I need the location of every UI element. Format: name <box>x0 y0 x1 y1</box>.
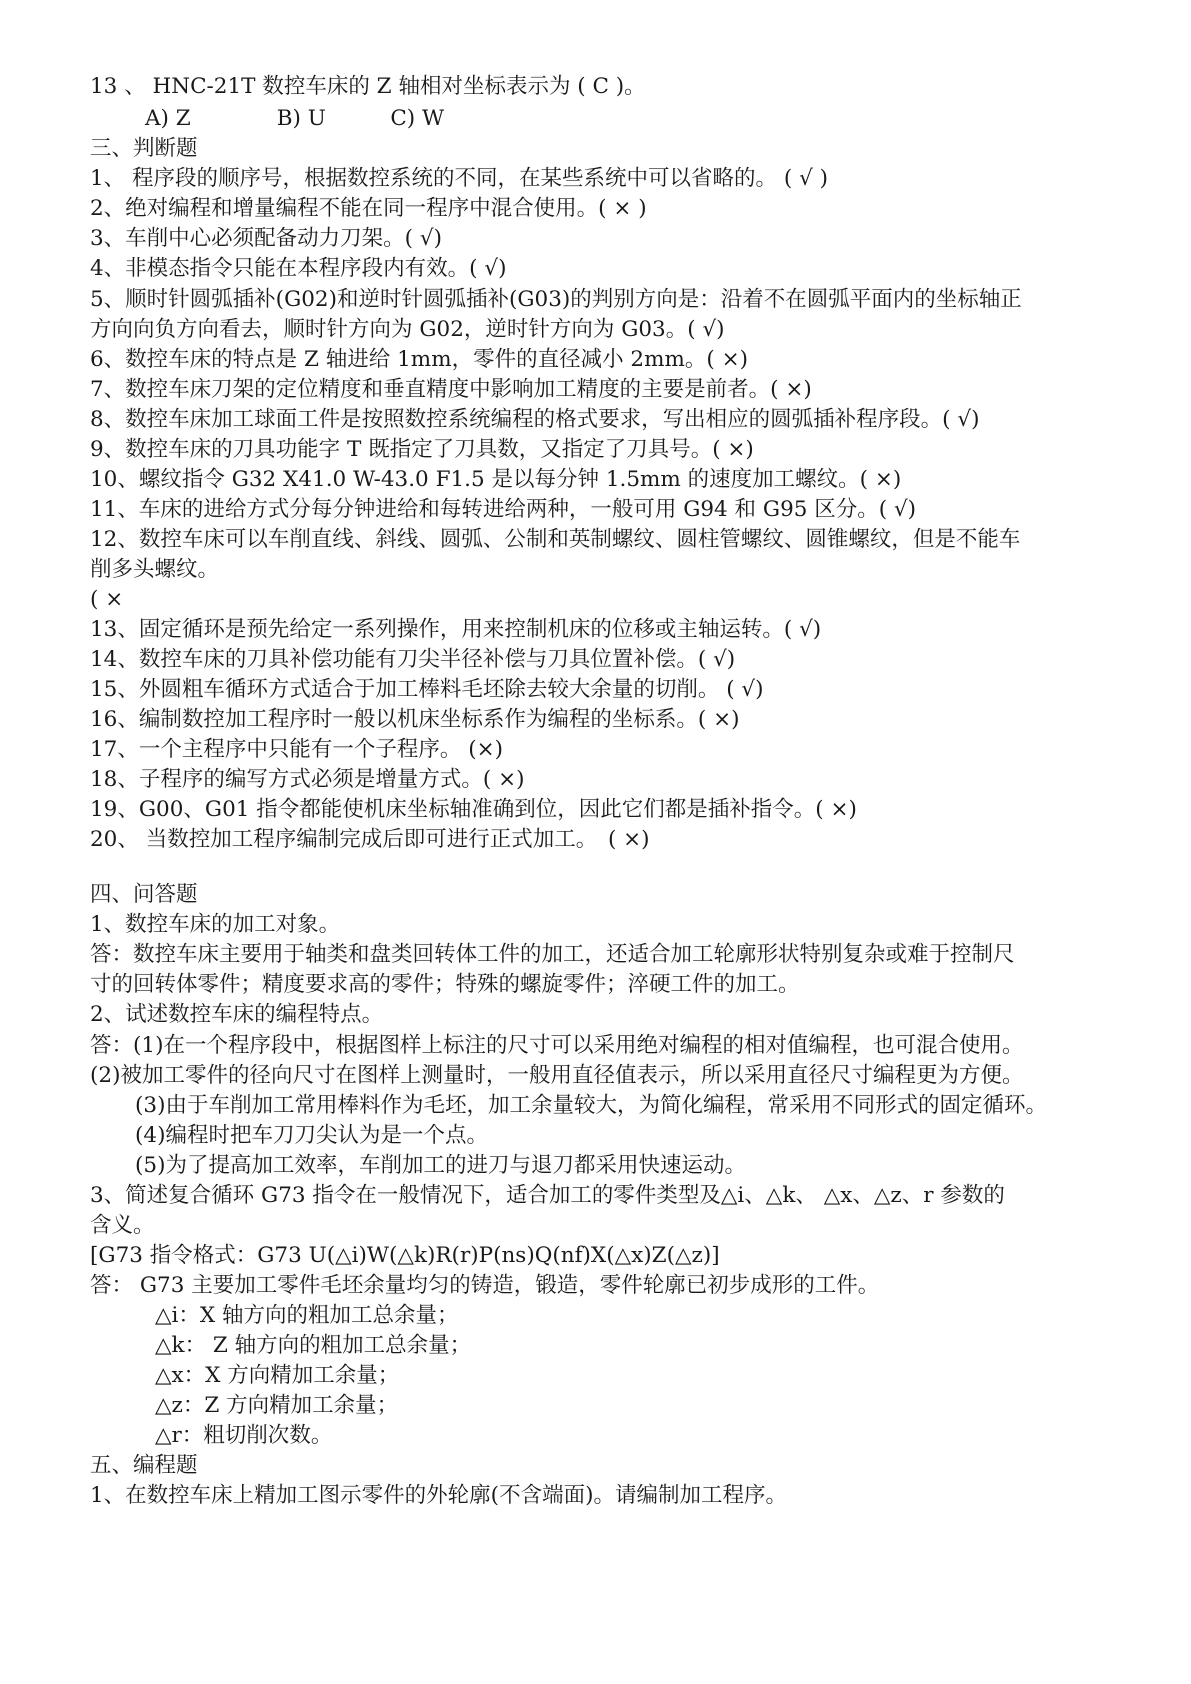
text-line: 20、 当数控加工程序编制完成后即可进行正式加工。 ( ×) <box>90 827 650 852</box>
section-heading: 三、判断题 <box>90 136 198 161</box>
text-line: 5、顺时针圆弧插补(G02)和逆时针圆弧插补(G03)的判别方向是：沿着不在圆弧平面内的坐标轴正 <box>90 287 1022 312</box>
text-line: 13、固定循环是预先给定一系列操作，用来控制机床的位移或主轴运转。( √) <box>90 617 822 642</box>
text-line: 含义。 <box>90 1213 155 1238</box>
text-line: 答： G73 主要加工零件毛坯余量均匀的铸造，锻造，零件轮廓已初步成形的工件。 <box>90 1273 880 1298</box>
text-line: 寸的回转体零件；精度要求高的零件；特殊的螺旋零件；淬硬工件的加工。 <box>90 972 800 997</box>
text-line: 18、子程序的编写方式必须是增量方式。( ×) <box>90 767 525 792</box>
text-line: △x：X 方向精加工余量； <box>155 1363 400 1388</box>
question-options: A) Z B) U C) W <box>145 106 445 131</box>
text-line: 1、 程序段的顺序号，根据数控系统的不同，在某些系统中可以省略的。 ( √ ) <box>90 166 828 191</box>
text-line: (3)由于车削加工常用棒料作为毛坯，加工余量较大，为简化编程，常采用不同形式的固定循环。 <box>135 1093 1047 1118</box>
question-line: 13 、 HNC-21T 数控车床的 Z 轴相对坐标表示为 ( C )。 <box>90 74 646 99</box>
text-line: (4)编程时把车刀刀尖认为是一个点。 <box>135 1123 488 1148</box>
text-line: 7、数控车床刀架的定位精度和垂直精度中影响加工精度的主要是前者。( ×) <box>90 377 812 402</box>
text-line: 4、非模态指令只能在本程序段内有效。( √) <box>90 256 507 281</box>
text-line: △i：X 轴方向的粗加工总余量； <box>155 1303 459 1328</box>
text-line: 14、数控车床的刀具补偿功能有刀尖半径补偿与刀具位置补偿。( √) <box>90 647 736 672</box>
text-line: △r：粗切削次数。 <box>155 1423 333 1448</box>
section-heading: 五、编程题 <box>90 1453 198 1478</box>
text-line: △z：Z 方向精加工余量； <box>155 1393 399 1418</box>
text-line: 3、简述复合循环 G73 指令在一般情况下，适合加工的零件类型及△i、△k、 △x、△z、r 参数的 <box>90 1183 1005 1208</box>
text-line: ( × <box>90 587 124 612</box>
text-line: 8、数控车床加工球面工件是按照数控系统编程的格式要求，写出相应的圆弧插补程序段。( √) <box>90 407 980 432</box>
text-line: 方向向负方向看去，顺时针方向为 G02，逆时针方向为 G03。( √) <box>90 317 725 342</box>
text-line: 9、数控车床的刀具功能字 T 既指定了刀具数，又指定了刀具号。( ×) <box>90 437 754 462</box>
text-line: 16、编制数控加工程序时一般以机床坐标系作为编程的坐标系。( ×) <box>90 707 740 732</box>
text-line: 2、绝对编程和增量编程不能在同一程序中混合使用。( × ) <box>90 196 647 221</box>
text-line: 削多头螺纹。 <box>90 557 220 582</box>
text-line: 10、螺纹指令 G32 X41.0 W-43.0 F1.5 是以每分钟 1.5mm 的速度加工螺纹。( ×) <box>90 467 902 492</box>
text-line: 3、车削中心必须配备动力刀架。( √) <box>90 226 442 251</box>
text-line: 2、试述数控车床的编程特点。 <box>90 1002 384 1027</box>
text-line: (2)被加工零件的径向尺寸在图样上测量时，一般用直径值表示，所以采用直径尺寸编程更为方便。 <box>90 1063 1024 1088</box>
text-line: 11、车床的进给方式分每分钟进给和每转进给两种，一般可用 G94 和 G95 区分。( √) <box>90 497 917 522</box>
text-line: 15、外圆粗车循环方式适合于加工棒料毛坯除去较大余量的切削。 ( √) <box>90 677 764 702</box>
text-line: 17、一个主程序中只能有一个子程序。 (×) <box>90 737 503 762</box>
text-line: 1、数控车床的加工对象。 <box>90 912 341 937</box>
text-line: △k： Z 轴方向的粗加工总余量； <box>155 1333 472 1358</box>
text-line: 答：(1)在一个程序段中，根据图样上标注的尺寸可以采用绝对编程的相对值编程，也可混合使用。 <box>90 1033 1024 1058</box>
text-line: (5)为了提高加工效率，车削加工的进刀与退刀都采用快速运动。 <box>135 1153 746 1178</box>
section-heading: 四、问答题 <box>90 882 198 907</box>
text-line: 19、G00、G01 指令都能使机床坐标轴准确到位，因此它们都是插补指令。( ×) <box>90 797 857 822</box>
text-line: 12、数控车床可以车削直线、斜线、圆弧、公制和英制螺纹、圆柱管螺纹、圆锥螺纹，但是不能车 <box>90 527 1021 552</box>
text-line: 1、在数控车床上精加工图示零件的外轮廓(不含端面)。请编制加工程序。 <box>90 1483 787 1508</box>
text-line: [G73 指令格式：G73 U(△i)W(△k)R(r)P(ns)Q(nf)X(△x)Z(△z)] <box>90 1243 720 1268</box>
text-line: 答：数控车床主要用于轴类和盘类回转体工件的加工，还适合加工轮廓形状特别复杂或难于控制尺 <box>90 942 1015 967</box>
text-line: 6、数控车床的特点是 Z 轴进给 1mm，零件的直径减小 2mm。( ×) <box>90 347 748 372</box>
